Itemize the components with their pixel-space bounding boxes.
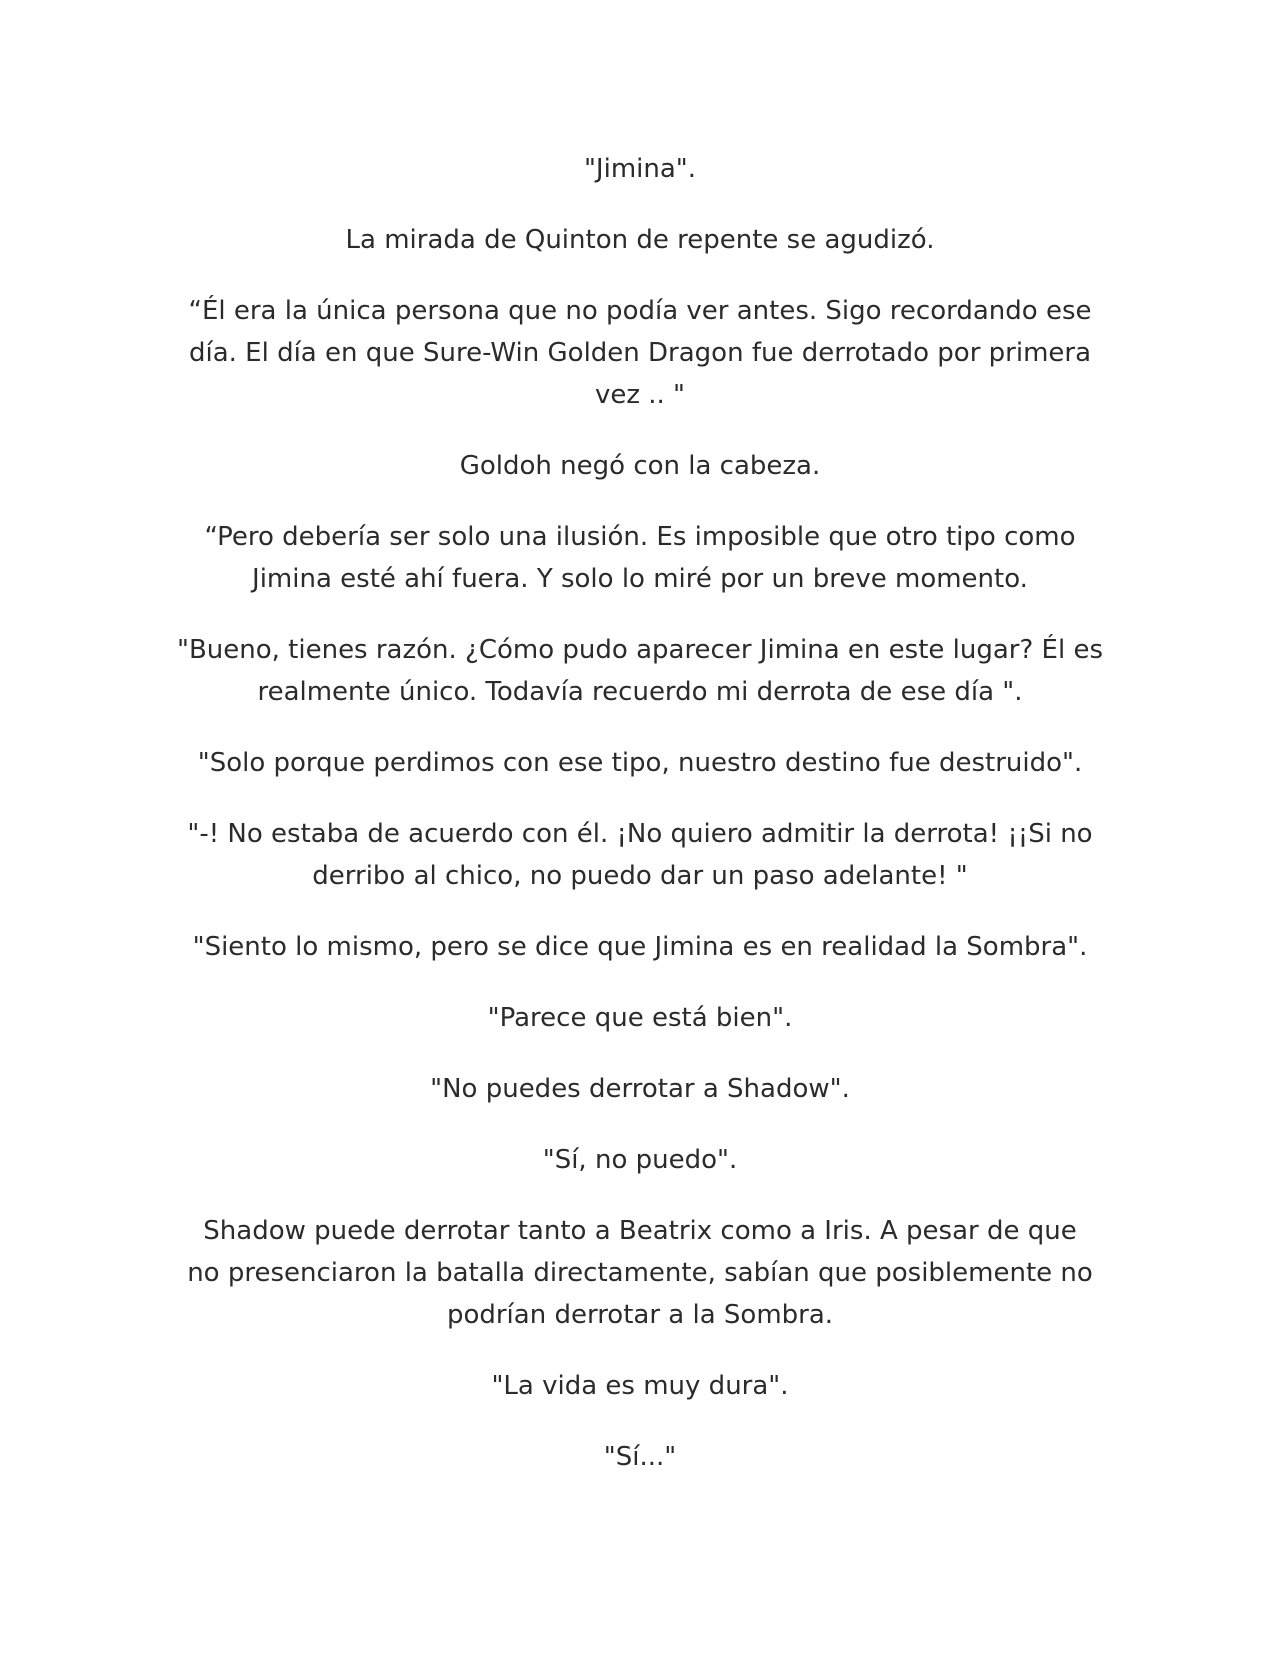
paragraph: "Sí..." — [603, 1442, 677, 1472]
paragraph: "Siento lo mismo, pero se dice que Jimina es en realidad la Sombra". — [192, 932, 1088, 962]
paragraph: "La vida es muy dura". — [491, 1371, 789, 1401]
paragraph: “Él era la única persona que no podía ver antes. Sigo recordando ese día. El día en que Sure-Win Golden Dragon fue derrotado por primera vez .. " — [188, 296, 1092, 410]
paragraph: "Bueno, tienes razón. ¿Cómo pudo aparecer Jimina en este lugar? Él es realmente único. Todavía recuerdo mi derrota de ese día ". — [176, 635, 1104, 707]
paragraph: “Pero debería ser solo una ilusión. Es imposible que otro tipo como Jimina esté ahí fuera. Y solo lo miré por un breve momento. — [204, 522, 1076, 594]
paragraph: "Parece que está bien". — [487, 1003, 793, 1033]
paragraph: "Jimina". — [583, 154, 697, 184]
document-body — [170, 148, 1110, 1478]
paragraph: "-! No estaba de acuerdo con él. ¡No quiero admitir la derrota! ¡¡Si no derribo al chico, no puedo dar un paso adelante! " — [187, 819, 1093, 891]
paragraph: La mirada de Quinton de repente se agudizó. — [345, 225, 935, 255]
paragraph: "Sí, no puedo". — [542, 1145, 738, 1175]
paragraph: Goldoh negó con la cabeza. — [459, 451, 821, 481]
paragraph: Shadow puede derrotar tanto a Beatrix como a Iris. A pesar de que no presenciaron la batalla directamente, sabían que posiblemente no podrían derrotar a la Sombra. — [187, 1216, 1093, 1330]
paragraph: "No puedes derrotar a Shadow". — [430, 1074, 850, 1104]
paragraph: "Solo porque perdimos con ese tipo, nuestro destino fue destruido". — [197, 748, 1083, 778]
